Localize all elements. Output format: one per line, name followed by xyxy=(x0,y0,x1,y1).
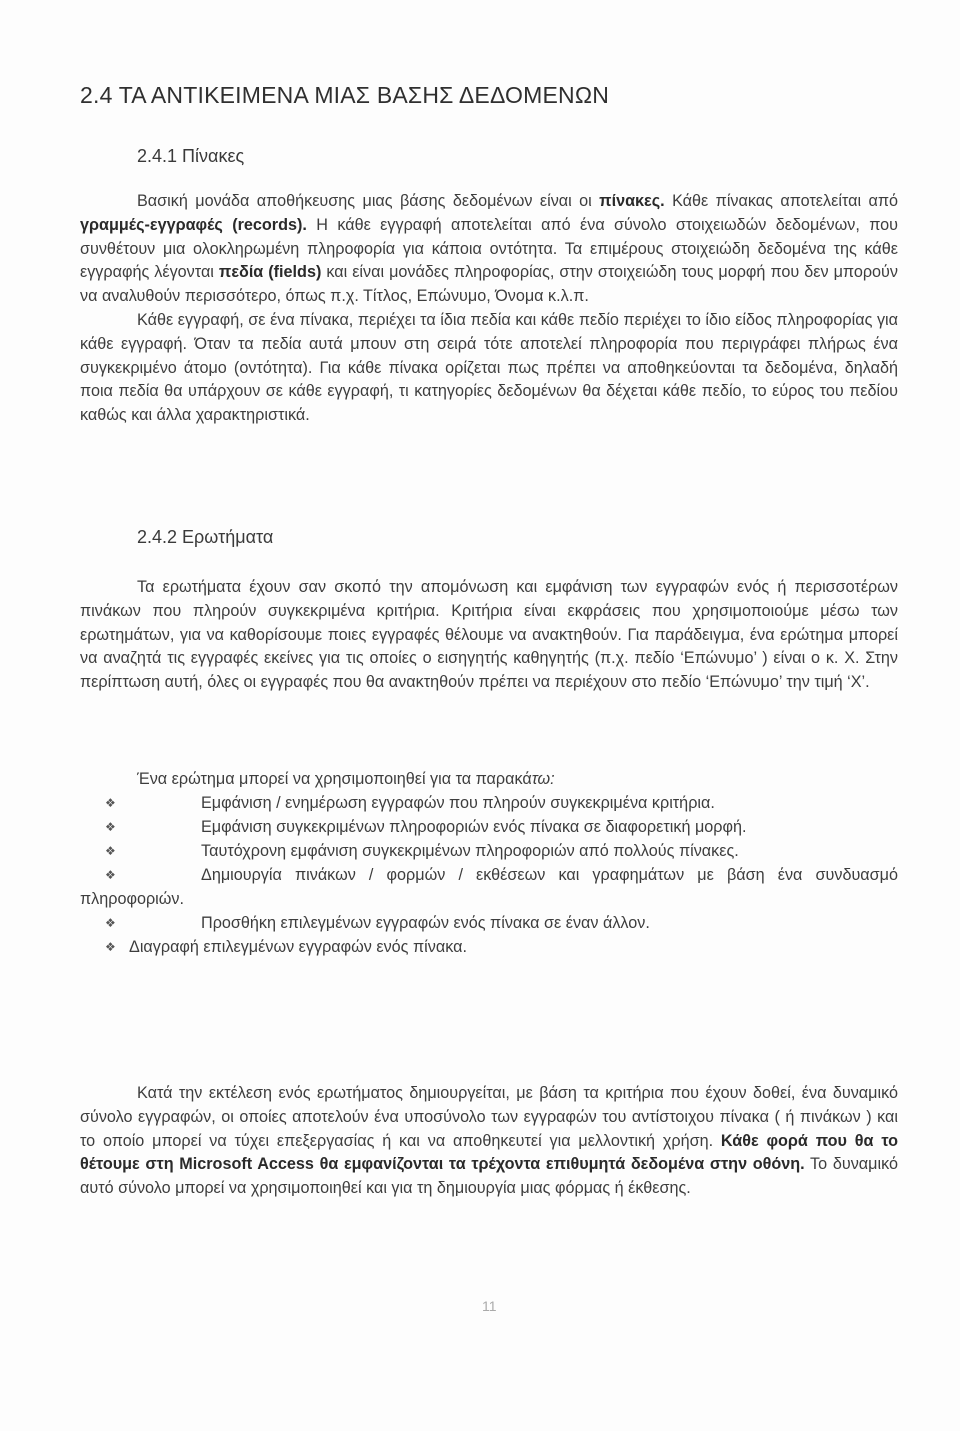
diamond-bullet-icon: ❖ xyxy=(105,867,115,882)
section-heading: 2.4 ΤΑ ΑΝΤΙΚΕΙΜΕΝΑ ΜΙΑΣ ΒΑΣΗΣ ΔΕΔΟΜΕΝΩΝ xyxy=(80,82,610,108)
text-run: Βασική μονάδα αποθήκευσης μιας βάσης δεδομένων είναι οι xyxy=(137,192,600,210)
page-number: 11 xyxy=(482,1298,497,1314)
uses-list xyxy=(80,792,898,960)
list-intro xyxy=(80,768,898,792)
queries-body xyxy=(80,576,898,695)
bold-term-records: γραμμές-εγγραφές (records). xyxy=(80,215,307,234)
queries-closing xyxy=(80,1082,898,1201)
list-item xyxy=(80,840,898,864)
list-item xyxy=(80,936,898,960)
list-item xyxy=(80,912,898,936)
text-run: Η κάθε εγγραφή αποτελείται από ένα σύνολο στοιχειωδών δεδομένων, που συνθέτουν μια ολοκληρωμένη πληροφορία για κάποια οντότητα. Τα επιμέρους στοιχειώδη δεδομένα της κάθε εγγραφής λέγονται xyxy=(80,215,898,282)
text-run: Το δυναμικό αυτό σύνολο μπορεί να χρησιμοποιηθεί και για τη δημιουργία μιας φόρμας ή έκθεσης. xyxy=(80,1155,898,1198)
queries-subheading: 2.4.2 Ερωτήματα xyxy=(137,527,274,547)
list-item-text: Ταυτόχρονη εμφάνιση συγκεκριμένων πληροφοριών από πολλούς πίνακες. xyxy=(201,841,739,860)
queries-uses xyxy=(80,768,898,960)
text-run: Ένα ερώτημα μπορεί να χρησιμοποιηθεί για τα παρακά xyxy=(137,770,532,788)
list-item-text: Δημιουργία πινάκων / φορμών / εκθέσεων και γραφημάτων με βάση ένα συνδυασμό πληροφοριών. xyxy=(80,865,898,908)
diamond-bullet-icon: ❖ xyxy=(105,843,115,858)
list-item xyxy=(80,792,898,816)
list-item-text: Προσθήκη επιλεγμένων εγγραφών ενός πίνακα σε έναν άλλον. xyxy=(201,913,650,932)
text-run: Κατά την εκτέλεση ενός ερωτήματος δημιουργείται, με βάση τα κριτήρια που έχουν δοθεί, ένα δυναμικό σύνολο εγγραφών, οι οποίες αποτελούν ένα υποσύνολο των εγγραφών του αντίστοιχου πίνακα ( ή πινάκων ) και το οποίο μπορεί να τύχει επεξεργασίας ή και να αποθηκευτεί για μελλοντική χρήση. xyxy=(80,1084,898,1150)
list-item xyxy=(80,864,898,912)
diamond-bullet-icon: ❖ xyxy=(105,795,115,810)
tables-subheading: 2.4.1 Πίνακες xyxy=(137,146,245,166)
list-item-text: Εμφάνιση συγκεκριμένων πληροφοριών ενός πίνακα σε διαφορετική μορφή. xyxy=(201,817,747,836)
bold-term-tables: πίνακες. xyxy=(599,192,665,210)
text-run-italic: τω: xyxy=(531,770,555,788)
tables-paragraph-2: Κάθε εγγραφή, σε ένα πίνακα, περιέχει τα ίδια πεδία και κάθε πεδίο περιέχει το ίδιο είδος πληροφορίας για κάθε εγγραφή. Όταν τα πεδία αυτά μπουν στη σειρά τότε αποτελεί πληροφορία που περιγράφει πλήρως ένα συγκεκριμένο άτομο (οντότητα). Για κάθε πίνακα ορίζεται πως πρέπει να αποθηκεύονται τα δεδομένα, δηλαδή ποια πεδία θα υπάρχουν σε κάθε εγγραφή, τι κατηγορίες δεδομένων θα δέχεται κάθε πεδίο, το εύρος του πεδίου καθώς και άλλα χαρακτηριστικά. xyxy=(80,310,898,425)
bold-statement: Κάθε φορά που θα το θέτουμε στη Microsoft Access θα εμφανίζονται τα τρέχοντα επιθυμητά δεδομένα στην οθόνη. xyxy=(80,1131,898,1174)
list-item xyxy=(80,816,898,840)
list-item-text: Εμφάνιση / ενημέρωση εγγραφών που πληρούν συγκεκριμένα κριτήρια. xyxy=(201,793,715,812)
bold-term-fields: πεδία (fields) xyxy=(218,263,322,282)
tables-body xyxy=(80,190,898,428)
diamond-bullet-icon: ❖ xyxy=(105,819,115,834)
text-run: Κάθε πίνακας αποτελείται από xyxy=(664,192,898,210)
diamond-bullet-icon: ❖ xyxy=(105,939,115,954)
text-run: και είναι μονάδες πληροφορίας, στην στοιχειώδη τους μορφή που δεν μπορούν να αναλυθούν περισσότερο, όπως π.χ. Τίτλος, Επώνυμο, Όνομα κ.λ.π. xyxy=(80,263,899,306)
queries-paragraph-2 xyxy=(80,1082,898,1201)
queries-paragraph-1: Τα ερωτήματα έχουν σαν σκοπό την απομόνωση και εμφάνιση των εγγραφών ενός ή περισσοτέρων πινάκων που πληρούν συγκεκριμένα κριτήρια. Κριτήρια είναι εκφράσεις που χρησιμοποιούμε μέσω των ερωτημάτων, για να καθορίσουμε ποιες εγγραφές θέλουμε να ανακτηθούν. Για παράδειγμα, ένα ερώτημα μπορεί να αναζητά τις εγγραφές εκείνες για τις οποίες ο εισηγητής καθηγητής (π.χ. πεδίο ‘Επώνυμο’ ) είναι ο κ. Χ. Στην περίπτωση αυτή, όλες οι εγγραφές που θα ανακτηθούν πρέπει να περιέχουν στο πεδίο ‘Επώνυμο’ την τιμή ‘Χ’. xyxy=(80,578,898,692)
tables-paragraph-1 xyxy=(80,190,898,309)
diamond-bullet-icon: ❖ xyxy=(105,915,115,930)
list-item-text: Διαγραφή επιλεγμένων εγγραφών ενός πίνακα. xyxy=(129,937,467,956)
